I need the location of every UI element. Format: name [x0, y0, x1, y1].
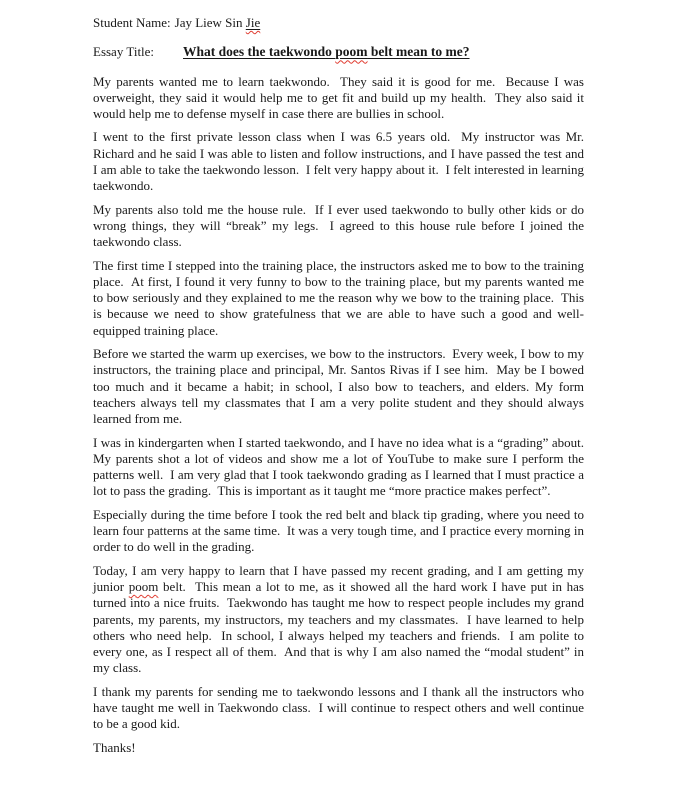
essay-paragraph [93, 73, 588, 123]
misspelled-word: Jie [245, 15, 261, 30]
misspelled-word: poom [335, 44, 368, 60]
closing-text: Thanks! [93, 739, 136, 755]
text-segment: Today, I am very happy to learn that I have passed my recent grading, and I am getting my junior [93, 562, 588, 594]
essay-paragraph [93, 346, 588, 427]
underlined-word [246, 15, 260, 30]
essay-paragraph [93, 683, 588, 733]
text-segment: Especially during the time before I took the red belt and black tip grading, where you need to learn four patterns at the same time. It was a very tough time, and I practice every morning in order to do well in the grading. [93, 506, 588, 555]
text-segment: Before we started the warm up exercises, we bow to the instructors. Every week, I bow to my instructors, the training place and principal, Mr. Santos Rivas if I see him. May be I bowed too much and it became a habit; in school, I also bow to teachers, and elders. My form teachers always tell my classmates that I am a very polite student and they should always learned from me. [93, 346, 588, 427]
essay-paragraph [93, 257, 588, 339]
essay-paragraph [93, 562, 588, 677]
text-segment: My parents also told me the house rule. If I ever used taekwondo to bully other kids or do wrong things, they will “break” my legs. I agreed to this house rule before I joined the taekwondo class. [93, 201, 588, 250]
student-name-line [93, 15, 584, 31]
essay-paragraph [93, 434, 591, 500]
text-segment: I was in kindergarten when I started taekwondo, and I have no idea what is a “grading” about. My parents shot a lot of videos and show me a lot of YouTube to make sure I perform the patterns well. I am very glad that I took taekwondo grading as I learned that I must practice a lot to pass the grading. This is important as it taught me “more practice makes perfect”. [93, 434, 591, 499]
text-segment: Jay Liew Sin [174, 15, 246, 30]
essay-title-line [93, 44, 584, 60]
essay-title-label: Essay Title: [93, 44, 155, 60]
text-segment: I went to the first private lesson class when I was 6.5 years old. My instructor was Mr. Richard and he said I was able to listen and follow instructions, and I have passed the test and I am able to take the taekwondo lesson. I felt very happy about it. I felt interested in learning taekwondo. [93, 129, 588, 194]
text-segment: belt mean to me? [367, 44, 470, 60]
student-name-label: Student Name: [93, 15, 171, 30]
essay-paragraph [93, 201, 588, 251]
essay-title-text [183, 44, 470, 59]
text-segment: What does the taekwondo [183, 44, 336, 60]
student-name-value [175, 15, 261, 30]
text-segment: I thank my parents for sending me to taekwondo lessons and I thank all the instructors who have taught me well in Taekwondo class. I will continue to respect others and well continue to be a good kid. [93, 683, 588, 732]
text-segment: The first time I stepped into the training place, the instructors asked me to bow to the training place. At first, I found it very funny to bow to the training place, but my parents wanted me to bow seriously and they explained to me the reason why we bow to the training place. This is because we need to show gratefulness that we are able to have such a good and well-equipped training place. [93, 257, 588, 338]
essay-body [93, 73, 591, 733]
misspelled-word: poom [128, 578, 159, 594]
essay-paragraph [93, 129, 588, 194]
essay-paragraph [93, 506, 588, 556]
text-segment: belt. This mean a lot to me, as it showed all the hard work I have put in has turned into a nice fruits. Taekwondo has taught me how to respect people includes my grand parents, my parents, my instructors, my teachers and my classmates. I have learned to help others who need help. In school, I always helped my teachers and friends. I am polite to every one, as I respect all of them. And that is why I am also named the “modal student” in my class. [93, 578, 588, 676]
text-segment: My parents wanted me to learn taekwondo. They said it is good for me. Because I was overweight, they said it would help me to get fit and build up my health. They also said it would help me to defense myself in case there are bullies in school. [93, 73, 588, 122]
